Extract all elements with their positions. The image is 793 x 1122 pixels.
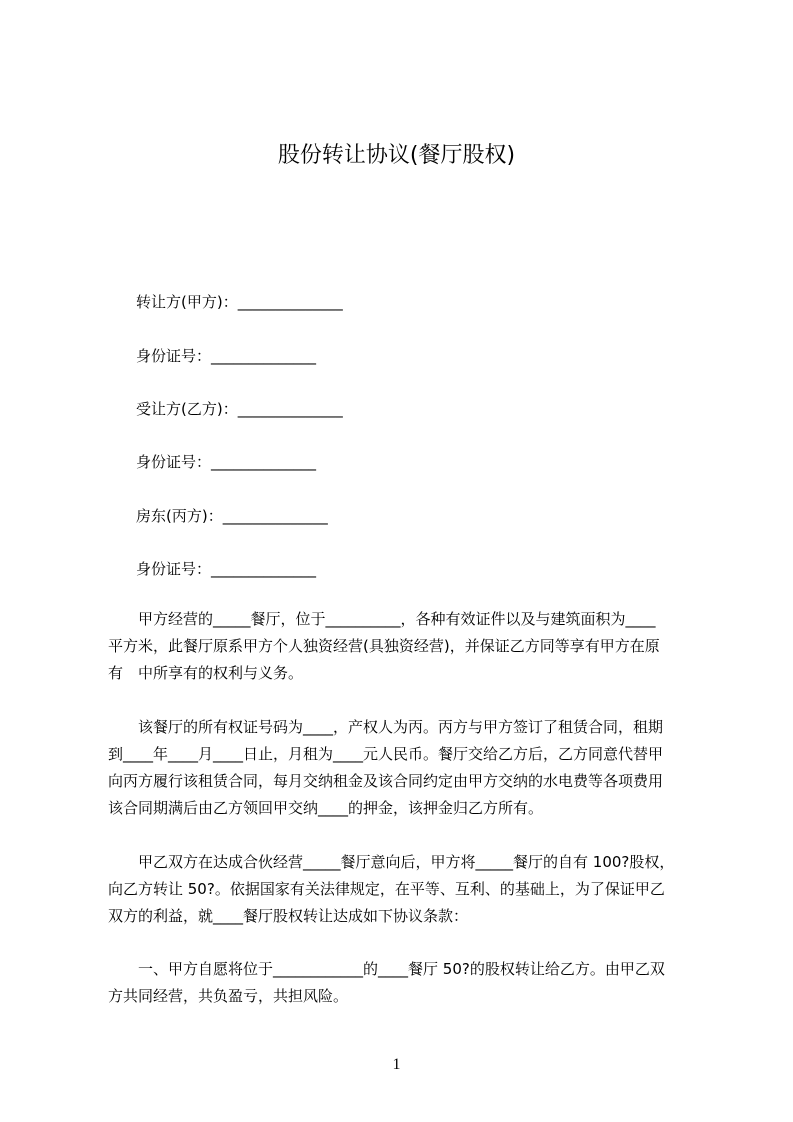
paragraph-line: 到____年____月____日止，月租为____元人民币。餐厅交给乙方后，乙方同意代替甲 <box>108 745 664 763</box>
paragraph-line: 向丙方履行该租赁合同，每月交纳租金及该合同约定由甲方交纳的水电费等各项费用 <box>108 772 664 790</box>
paragraph-line: 双方的利益，就____餐厅股权转让达成如下协议条款： <box>108 907 469 925</box>
transferee-field: 受让方(乙方)：______________ <box>136 400 343 418</box>
paragraph-lease-info <box>108 714 688 822</box>
paragraph-line: 甲方经营的_____餐厅，位于__________，各种有效证件以及与建筑面积为____ <box>138 610 656 628</box>
landlord-id-field: 身份证号：______________ <box>136 560 317 578</box>
paragraph-business-info <box>108 606 688 687</box>
transferor-id-field: 身份证号：______________ <box>136 347 317 365</box>
paragraph-line: 该餐厅的所有权证号码为____，产权人为丙。丙方与甲方签订了租赁合同，租期 <box>138 718 664 736</box>
transferee-id-field: 身份证号：______________ <box>136 453 317 471</box>
paragraph-line: 方共同经营，共负盈亏，共担风险。 <box>108 987 349 1005</box>
paragraph-line: 甲乙双方在达成合伙经营_____餐厅意向后，甲方将_____餐厅的自有 100?股权， <box>138 853 675 871</box>
clause-one <box>108 956 688 1010</box>
page-number: 1 <box>392 1056 401 1073</box>
paragraph-line: 平方米，此餐厅原系甲方个人独资经营(具独资经营)，并保证乙方同等享有甲方在原 <box>108 637 660 655</box>
paragraph-line: 有 中所享有的权利与义务。 <box>108 664 304 682</box>
paragraph-equity-intent <box>108 849 688 930</box>
document-title: 股份转让协议(餐厅股权) <box>277 143 516 168</box>
landlord-field: 房东(丙方)：______________ <box>136 507 328 525</box>
paragraph-line: 向乙方转让 50?。依据国家有关法律规定，在平等、互利、的基础上，为了保证甲乙 <box>108 880 665 898</box>
paragraph-line: 该合同期满后由乙方领回甲交纳____的押金，该押金归乙方所有。 <box>108 799 544 817</box>
paragraph-line: 一、甲方自愿将位于____________的____餐厅 50?的股权转让给乙方。由甲乙双 <box>138 960 665 978</box>
transferor-field: 转让方(甲方)：______________ <box>136 293 343 311</box>
